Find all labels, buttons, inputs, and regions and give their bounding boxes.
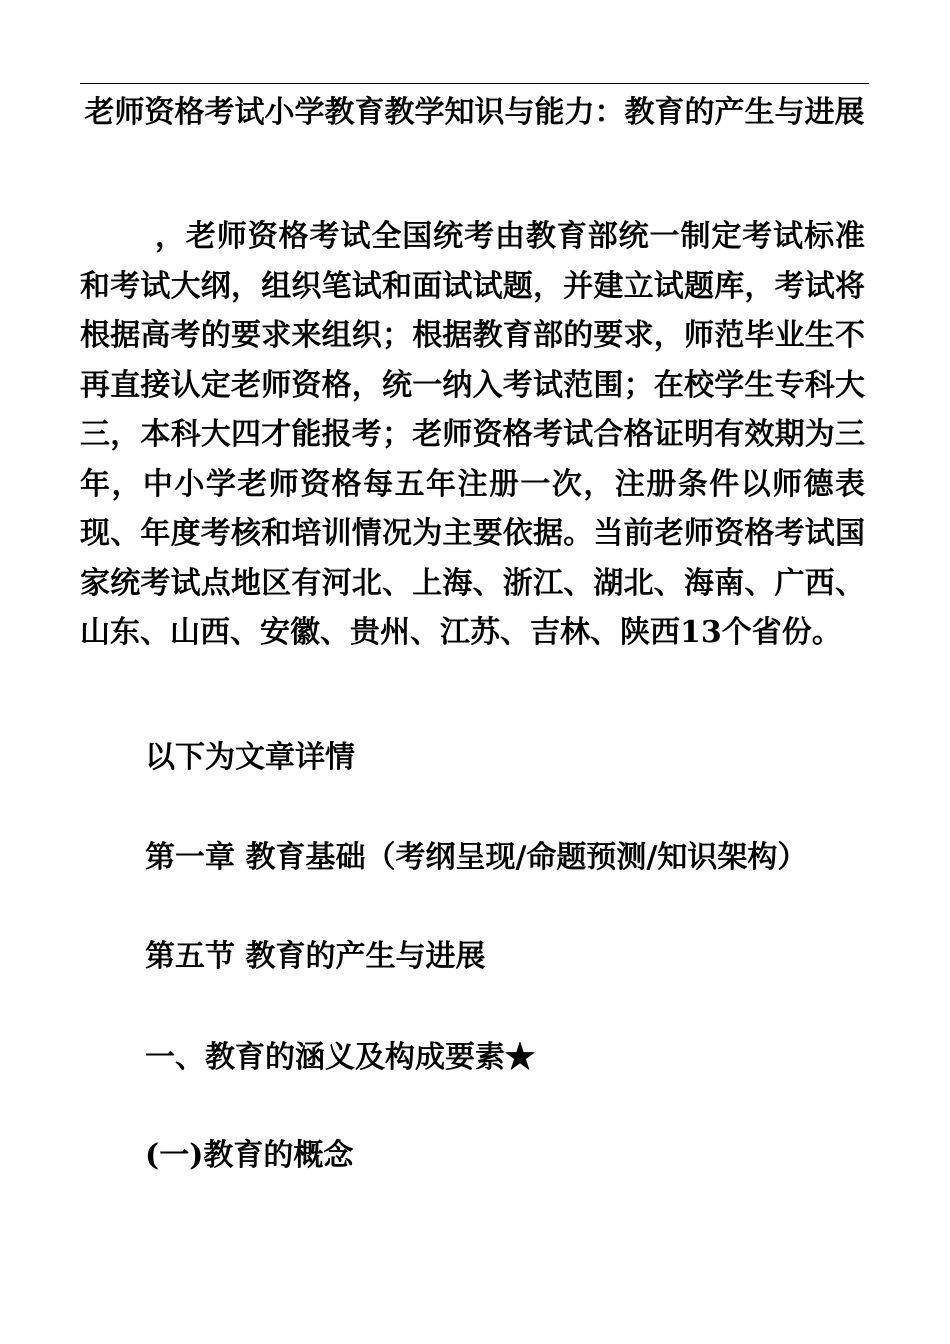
document-title: 老师资格考试小学教育教学知识与能力：教育的产生与进展 (84, 95, 865, 130)
chapter-heading: 第一章 教育基础（考纲呈现/命题预测/知识架构） (145, 840, 808, 875)
item-heading: (一)教育的概念 (145, 1138, 354, 1173)
subsection-heading: 一、教育的涵义及构成要素★ (145, 1040, 535, 1075)
section-heading: 第五节 教育的产生与进展 (145, 939, 486, 974)
intro-paragraph: ，老师资格考试全国统考由教育部统一制定考试标准和考试大纲，组织笔试和面试试题，并建立试题库，考试将根据高考的要求来组织；根据教育部的要求，师范毕业生不再直接认定老师资格，统一纳入考试范围；在校学生专科大三，本科大四才能报考；老师资格考试合格证明有效期为三年，中小学老师资格每五年注册一次，注册条件以师德表现、年度考核和培训情况为主要依据。当前老师资格考试国家统考试点地区有河北、上海、浙江、湖北、海南、广西、山东、山西、安徽、贵州、江苏、吉林、陕西13个省份。 (80, 219, 865, 650)
details-intro: 以下为文章详情 (145, 740, 355, 775)
header-rule (80, 83, 869, 84)
